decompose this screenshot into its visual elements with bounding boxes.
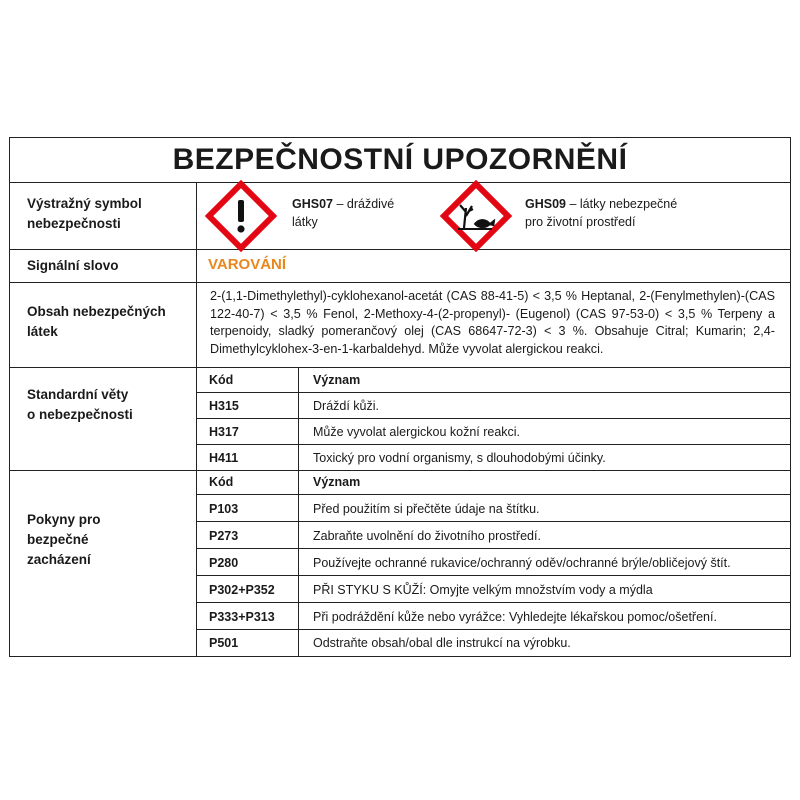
divider	[196, 548, 790, 549]
divider	[10, 470, 790, 471]
h-code: H315	[209, 399, 239, 413]
signal-word-label: Signální slovo	[27, 258, 119, 273]
p-meaning: Zabraňte uvolnění do životního prostředí.	[313, 529, 541, 543]
divider	[196, 521, 790, 522]
p-code: P501	[209, 636, 239, 650]
ghs09-text: GHS09 – látky nebezpečné pro životní prostředí	[525, 197, 678, 229]
divider	[196, 602, 790, 603]
divider	[196, 629, 790, 630]
ghs07-text: GHS07 – dráždivé látky	[292, 197, 395, 229]
h-meaning: Dráždí kůži.	[313, 399, 379, 413]
p-code: P103	[209, 502, 239, 516]
h-meaning: Toxický pro vodní organismy, s dlouhodobými účinky.	[313, 451, 606, 465]
divider	[196, 444, 790, 445]
p-meaning: Před použitím si přečtěte údaje na štítku.	[313, 502, 540, 516]
hazard-statements-label: Standardní věty o nebezpečnosti	[27, 387, 133, 422]
p-meaning: Používejte ochranné rukavice/ochranný oděv/ochranné brýle/obličejový štít.	[313, 556, 731, 570]
p-code: P302+P352	[209, 583, 275, 597]
hazard-symbol-label: Výstražný symbol nebezpečnosti	[27, 196, 142, 231]
h-code: H411	[209, 451, 239, 465]
column-header-code: Kód	[209, 475, 234, 489]
safety-label	[9, 137, 791, 657]
hazardous-substances-text: 2-(1,1-Dimethylethyl)-cyklohexanol-acetát (CAS 88-41-5) < 3,5 % Heptanal, 2-(Fenylmethylen)-(CAS 122-40-7) < 3,5 % Fenol, 2-Methoxy-4-(2-propenyl)- (Eugenol) (CAS 97-53-0) < 3,5 % Terpeny a terpenoidy, sladký pomerančový olej (CAS 68647-72-3) < 3 %. Obsahuje Citral; Kumarin; 2,4-Dimethylcyklohex-3-en-1-karbaldehyd. Může vyvolat alergickou reakci.	[210, 289, 775, 356]
p-code: P273	[209, 529, 239, 543]
divider	[10, 182, 790, 183]
p-meaning: Při podráždění kůže nebo vyrážce: Vyhledejte lékařskou pomoc/ošetření.	[313, 610, 717, 624]
divider	[196, 392, 790, 393]
label-title: BEZPEČNOSTNÍ UPOZORNĚNÍ	[172, 143, 628, 176]
p-meaning: PŘI STYKU S KŮŽÍ: Omyjte velkým množstvím vody a mýdla	[313, 583, 653, 597]
divider	[196, 418, 790, 419]
column-header-meaning: Význam	[313, 475, 361, 489]
hazardous-substances-label: Obsah nebezpečných látek	[27, 304, 166, 339]
column-header-meaning: Význam	[313, 373, 361, 387]
divider	[10, 367, 790, 368]
p-code: P280	[209, 556, 239, 570]
divider	[196, 575, 790, 576]
h-code: H317	[209, 425, 239, 439]
divider	[10, 249, 790, 250]
column-header-code: Kód	[209, 373, 234, 387]
precautionary-statements-label: Pokyny pro bezpečné zacházení	[27, 512, 101, 567]
divider	[196, 494, 790, 495]
exclamation-mark-icon	[205, 180, 277, 252]
signal-word: VAROVÁNÍ	[208, 256, 287, 273]
dead-tree-fish-icon	[440, 180, 512, 252]
p-code: P333+P313	[209, 610, 275, 624]
h-meaning: Může vyvolat alergickou kožní reakci.	[313, 425, 521, 439]
p-meaning: Odstraňte obsah/obal dle instrukcí na výrobku.	[313, 636, 571, 650]
divider	[10, 282, 790, 283]
